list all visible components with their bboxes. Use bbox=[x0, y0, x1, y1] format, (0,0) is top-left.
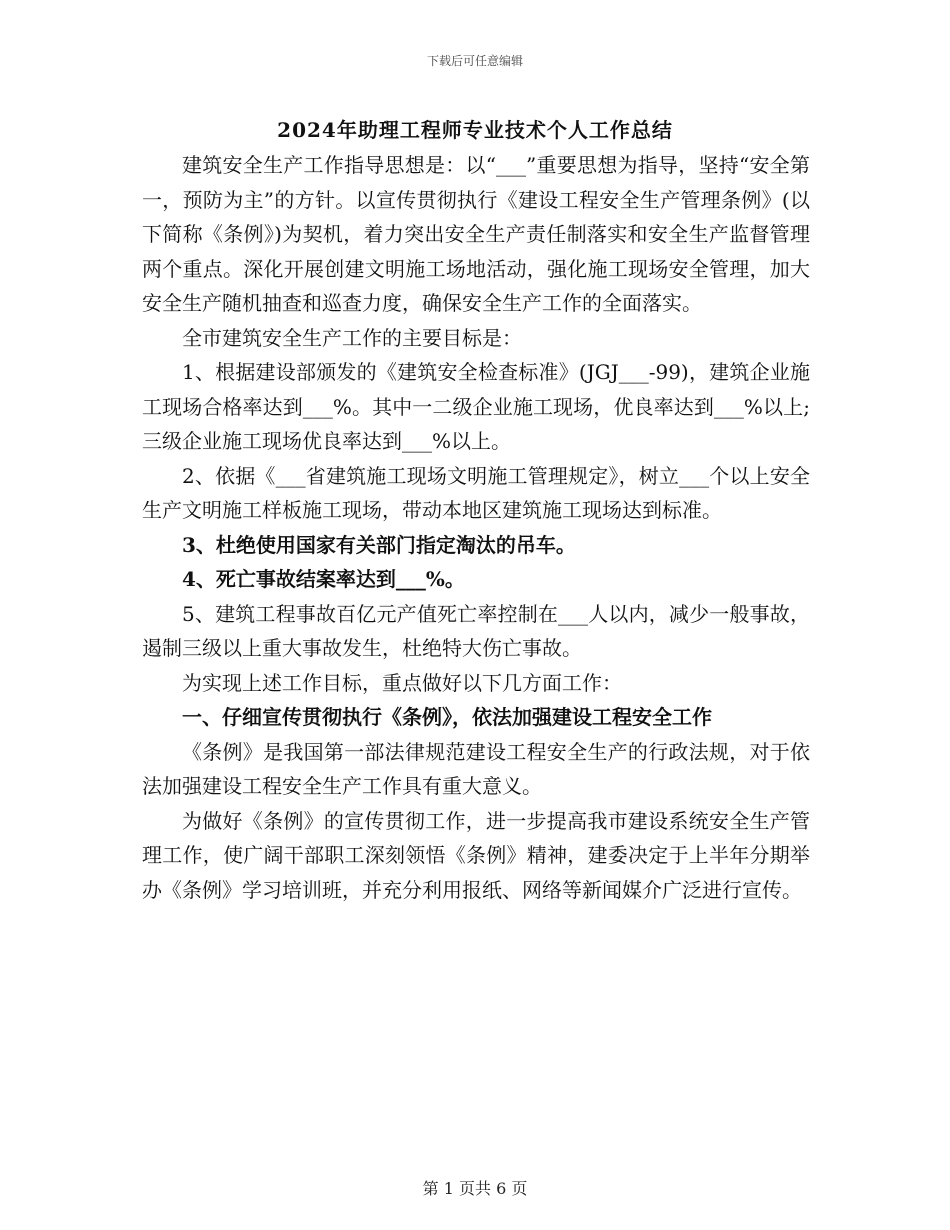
paragraph-goal-4: 4、死亡事故结案率达到___%。 bbox=[182, 567, 465, 591]
paragraph-guiding-thought: 建筑安全生产工作指导思想是：以“___”重要思想为指导，坚持“安全第一，预防为主”的方针。以宣传贯彻执行《建设工程安全生产管理条例》(以下简称《条例》)为契机，着力突出安全生产责任制落实和安全生产监督管理两个重点。深化开展创建文明施工场地活动，强化施工现场安全管理，加大安全生产随机抽查和巡查力度，确保安全生产工作的全面落实。 bbox=[142, 153, 810, 315]
page-number-footer: 第 1 页共 6 页 bbox=[422, 1179, 528, 1198]
section-heading-1: 一、仔细宣传贯彻执行《条例》，依法加强建设工程安全工作 bbox=[182, 705, 712, 729]
paragraph-main-goals-intro: 全市建筑安全生产工作的主要目标是： bbox=[182, 325, 522, 350]
paragraph-goal-5: 5、建筑工程事故百亿元产值死亡率控制在___人以内，减少一般事故，遏制三级以上重大事故发生，杜绝特大伤亡事故。 bbox=[142, 601, 810, 660]
paragraph-goal-2: 2、依据《___省建筑施工现场文明施工管理规定》，树立___个以上安全生产文明施工样板施工现场，带动本地区建筑施工现场达到标准。 bbox=[142, 463, 810, 522]
page-header-note: 下载后可任意编辑 bbox=[426, 54, 523, 68]
paragraph-regulation-significance: 《条例》是我国第一部法律规范建设工程安全生产的行政法规，对于依法加强建设工程安全生产工作具有重大意义。 bbox=[142, 739, 810, 798]
document-title: 2024年助理工程师专业技术个人工作总结 bbox=[277, 118, 673, 142]
paragraph-goal-1: 1、根据建设部颁发的《建筑安全检查标准》(JGJ___-99)，建筑企业施工现场合格率达到___%。其中一二级企业施工现场，优良率达到___%以上;三级企业施工现场优良率达到___%以上。 bbox=[142, 360, 810, 453]
paragraph-regulation-promotion: 为做好《条例》的宣传贯彻工作，进一步提高我市建设系统安全生产管理工作，使广阔干部职工深刻领悟《条例》精神，建委决定于上半年分期举办《条例》学习培训班，并充分利用报纸、网络等新闻媒介广泛进行宣传。 bbox=[142, 808, 810, 902]
paragraph-goal-3: 3、杜绝使用国家有关部门指定淘汰的吊车。 bbox=[182, 532, 576, 557]
document-body bbox=[142, 148, 810, 907]
paragraph-work-intro: 为实现上述工作目标，重点做好以下几方面工作： bbox=[182, 670, 622, 695]
